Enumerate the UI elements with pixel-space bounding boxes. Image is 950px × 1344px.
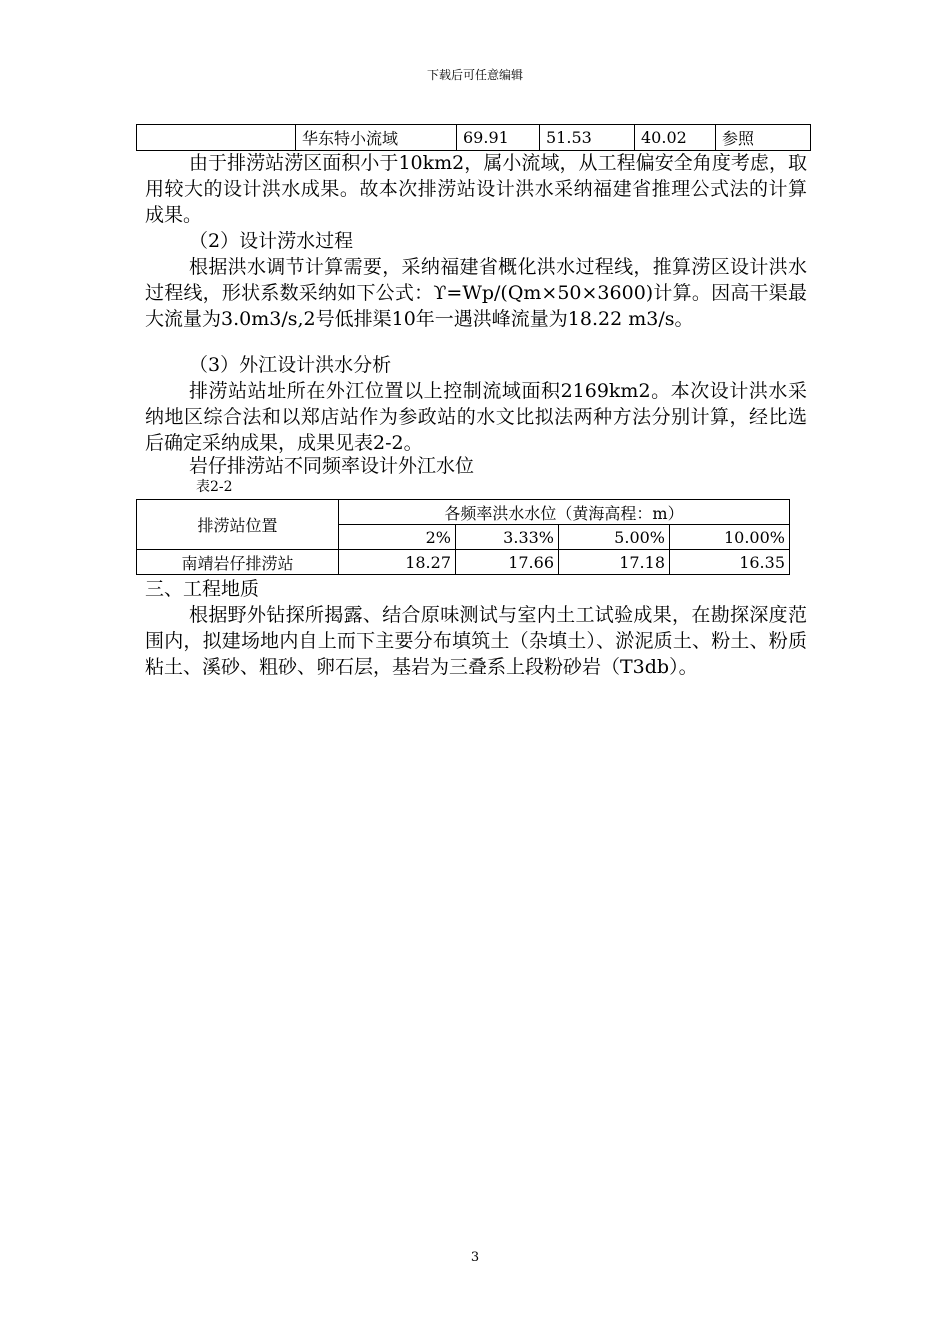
table-cell: 69.91 [457,125,540,151]
paragraph-geology: 根据野外钻探所揭露、结合原味测试与室内土工试验成果，在勘探深度范围内，拟建场地内自上而下主要分布填筑土（杂填土）、淤泥质土、粉土、粉质粘土、溪砂、粗砂、卵石层，基岩为三叠系上段粉砂岩（T3db）。 [145,604,807,678]
page-number: 3 [470,1250,480,1265]
table-caption: 岩仔排涝站不同频率设计外江水位 [189,455,475,477]
table-cell: 51.53 [540,125,635,151]
column-header-freq: 5.00% [559,525,670,550]
table-cell: 18.27 [339,550,456,575]
heading-waterlogging-process: （2）设计涝水过程 [189,230,354,252]
table-cell: 华东特小流域 [296,125,457,151]
table-cell [137,125,296,151]
table-row [137,500,790,525]
table-row [137,125,811,151]
column-header-freq: 3.33% [456,525,559,550]
table-cell: 17.18 [559,550,670,575]
outer-river-water-level-table [136,499,790,575]
column-header-station: 排涝站位置 [137,500,339,550]
table-cell: 16.35 [670,550,790,575]
column-header-frequency-group: 各频率洪水水位（黄海高程：m） [339,500,790,525]
table-cell: 40.02 [635,125,716,151]
column-header-freq: 10.00% [670,525,790,550]
heading-outer-river-flood: （3）外江设计洪水分析 [189,354,392,376]
column-header-freq: 2% [339,525,456,550]
page-header: 下载后可任意编辑 [426,68,523,82]
paragraph-flood-result: 由于排涝站涝区面积小于10km2，属小流域，从工程偏安全角度考虑，取用较大的设计洪水成果。故本次排涝站设计洪水采纳福建省推理公式法的计算成果。 [145,152,807,226]
section-heading-geology: 三、工程地质 [145,578,260,600]
hydrology-table-continued [136,124,811,151]
station-name-cell: 南靖岩仔排涝站 [137,550,339,575]
table-row [137,550,790,575]
paragraph-outer-river-flood: 排涝站站址所在外江位置以上控制流域面积2169km2。本次设计洪水采纳地区综合法和以郑店站作为参政站的水文比拟法两种方法分别计算，经比选后确定采纳成果，成果见表2-2。 [145,380,807,454]
table-cell: 17.66 [456,550,559,575]
table-label: 表2-2 [196,479,233,495]
table-cell: 参照 [716,125,811,151]
paragraph-waterlogging-process: 根据洪水调节计算需要，采纳福建省概化洪水过程线，推算涝区设计洪水过程线，形状系数采纳如下公式：ϒ=Wp/(Qm×50×3600)计算。因高干渠最大流量为3.0m3/s,2号低排渠10年一遇洪峰流量为18.22 m3/s。 [145,256,807,330]
